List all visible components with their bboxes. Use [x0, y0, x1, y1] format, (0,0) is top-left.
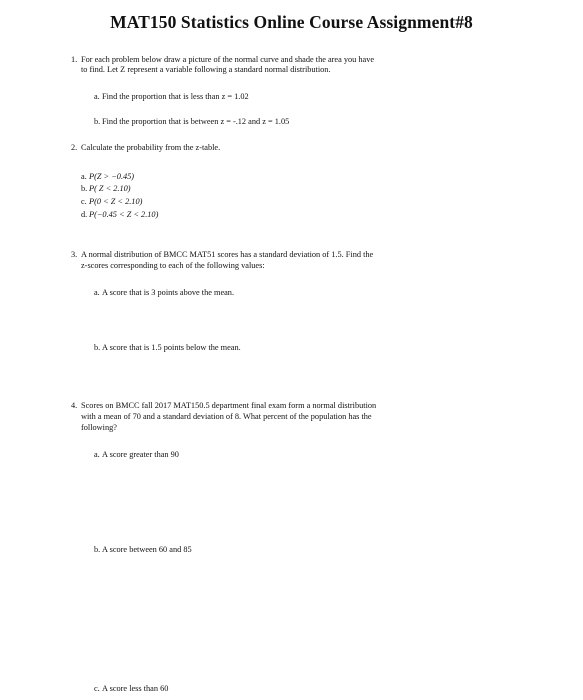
q2-part-d-label: d.: [81, 210, 88, 219]
q4-part-a-text: A score greater than 90: [102, 450, 179, 459]
q3-part-a-text: A score that is 3 points above the mean.: [102, 288, 235, 297]
q4-part-c: [94, 684, 168, 694]
q2-part-d: [81, 210, 158, 220]
q2-part-a-label: a.: [81, 172, 87, 181]
q4-number: 4.: [71, 401, 78, 410]
q3-number: 3.: [71, 250, 78, 259]
document-title: MAT150 Statistics Online Course Assignment#8: [110, 12, 473, 32]
q3-text-line2: z-scores corresponding to each of the following values:: [81, 261, 265, 270]
q2-text: Calculate the probability from the z-table.: [81, 143, 221, 152]
q2-part-c-text: P(0 < Z < 2.10): [89, 197, 143, 206]
q1-part-a: [94, 92, 249, 102]
q3-text-line1: A normal distribution of BMCC MAT51 scores has a standard deviation of 1.5. Find the: [81, 250, 374, 259]
q2-part-c-label: c.: [81, 197, 87, 206]
q4-text-line1: Scores on BMCC fall 2017 MAT150.5 department final exam form a normal distribution: [81, 401, 377, 410]
q1-intro-line1: [71, 55, 374, 65]
q4-text-line3: following?: [81, 423, 117, 432]
q4-part-a-label: a.: [94, 450, 100, 459]
q1-part-a-text: Find the proportion that is less than z = 1.02: [102, 92, 249, 101]
q4-part-a: [94, 450, 179, 460]
q2-part-a: [81, 172, 134, 182]
q1-part-b-label: b.: [94, 117, 101, 126]
q2-part-d-text: P(−0.45 < Z < 2.10): [89, 210, 159, 219]
q2-part-b: [81, 184, 131, 194]
q1-text-line2: to find. Let Z represent a variable following a standard normal distribution.: [81, 65, 331, 74]
q2-intro: [71, 143, 220, 153]
q3-intro-line1: [71, 250, 373, 260]
q4-part-c-text: A score less than 60: [102, 684, 169, 693]
q3-part-b-label: b.: [94, 343, 101, 352]
q4-part-b-label: b.: [94, 545, 101, 554]
q2-part-b-text: P( Z < 2.10): [89, 184, 131, 193]
q2-part-a-text: P(Z > −0.45): [89, 172, 135, 181]
q3-part-b: [94, 343, 241, 353]
q3-part-a-label: a.: [94, 288, 100, 297]
q2-part-c: [81, 197, 142, 207]
q1-part-a-label: a.: [94, 92, 100, 101]
q4-text-line2: with a mean of 70 and a standard deviation of 8. What percent of the population has the: [81, 412, 372, 421]
q2-part-b-label: b.: [81, 184, 88, 193]
q3-part-b-text: A score that is 1.5 points below the mean.: [102, 343, 241, 352]
q2-number: 2.: [71, 143, 78, 152]
q4-intro-line1: [71, 401, 376, 411]
q4-part-b: [94, 545, 192, 555]
q1-text-line1: For each problem below draw a picture of the normal curve and shade the area you have: [81, 55, 375, 64]
q1-part-b: [94, 117, 289, 127]
q1-part-b-text: Find the proportion that is between z = -.12 and z = 1.05: [102, 117, 290, 126]
q1-number: 1.: [71, 55, 78, 64]
q4-part-b-text: A score between 60 and 85: [102, 545, 192, 554]
q4-part-c-label: c.: [94, 684, 100, 693]
q3-part-a: [94, 288, 234, 298]
